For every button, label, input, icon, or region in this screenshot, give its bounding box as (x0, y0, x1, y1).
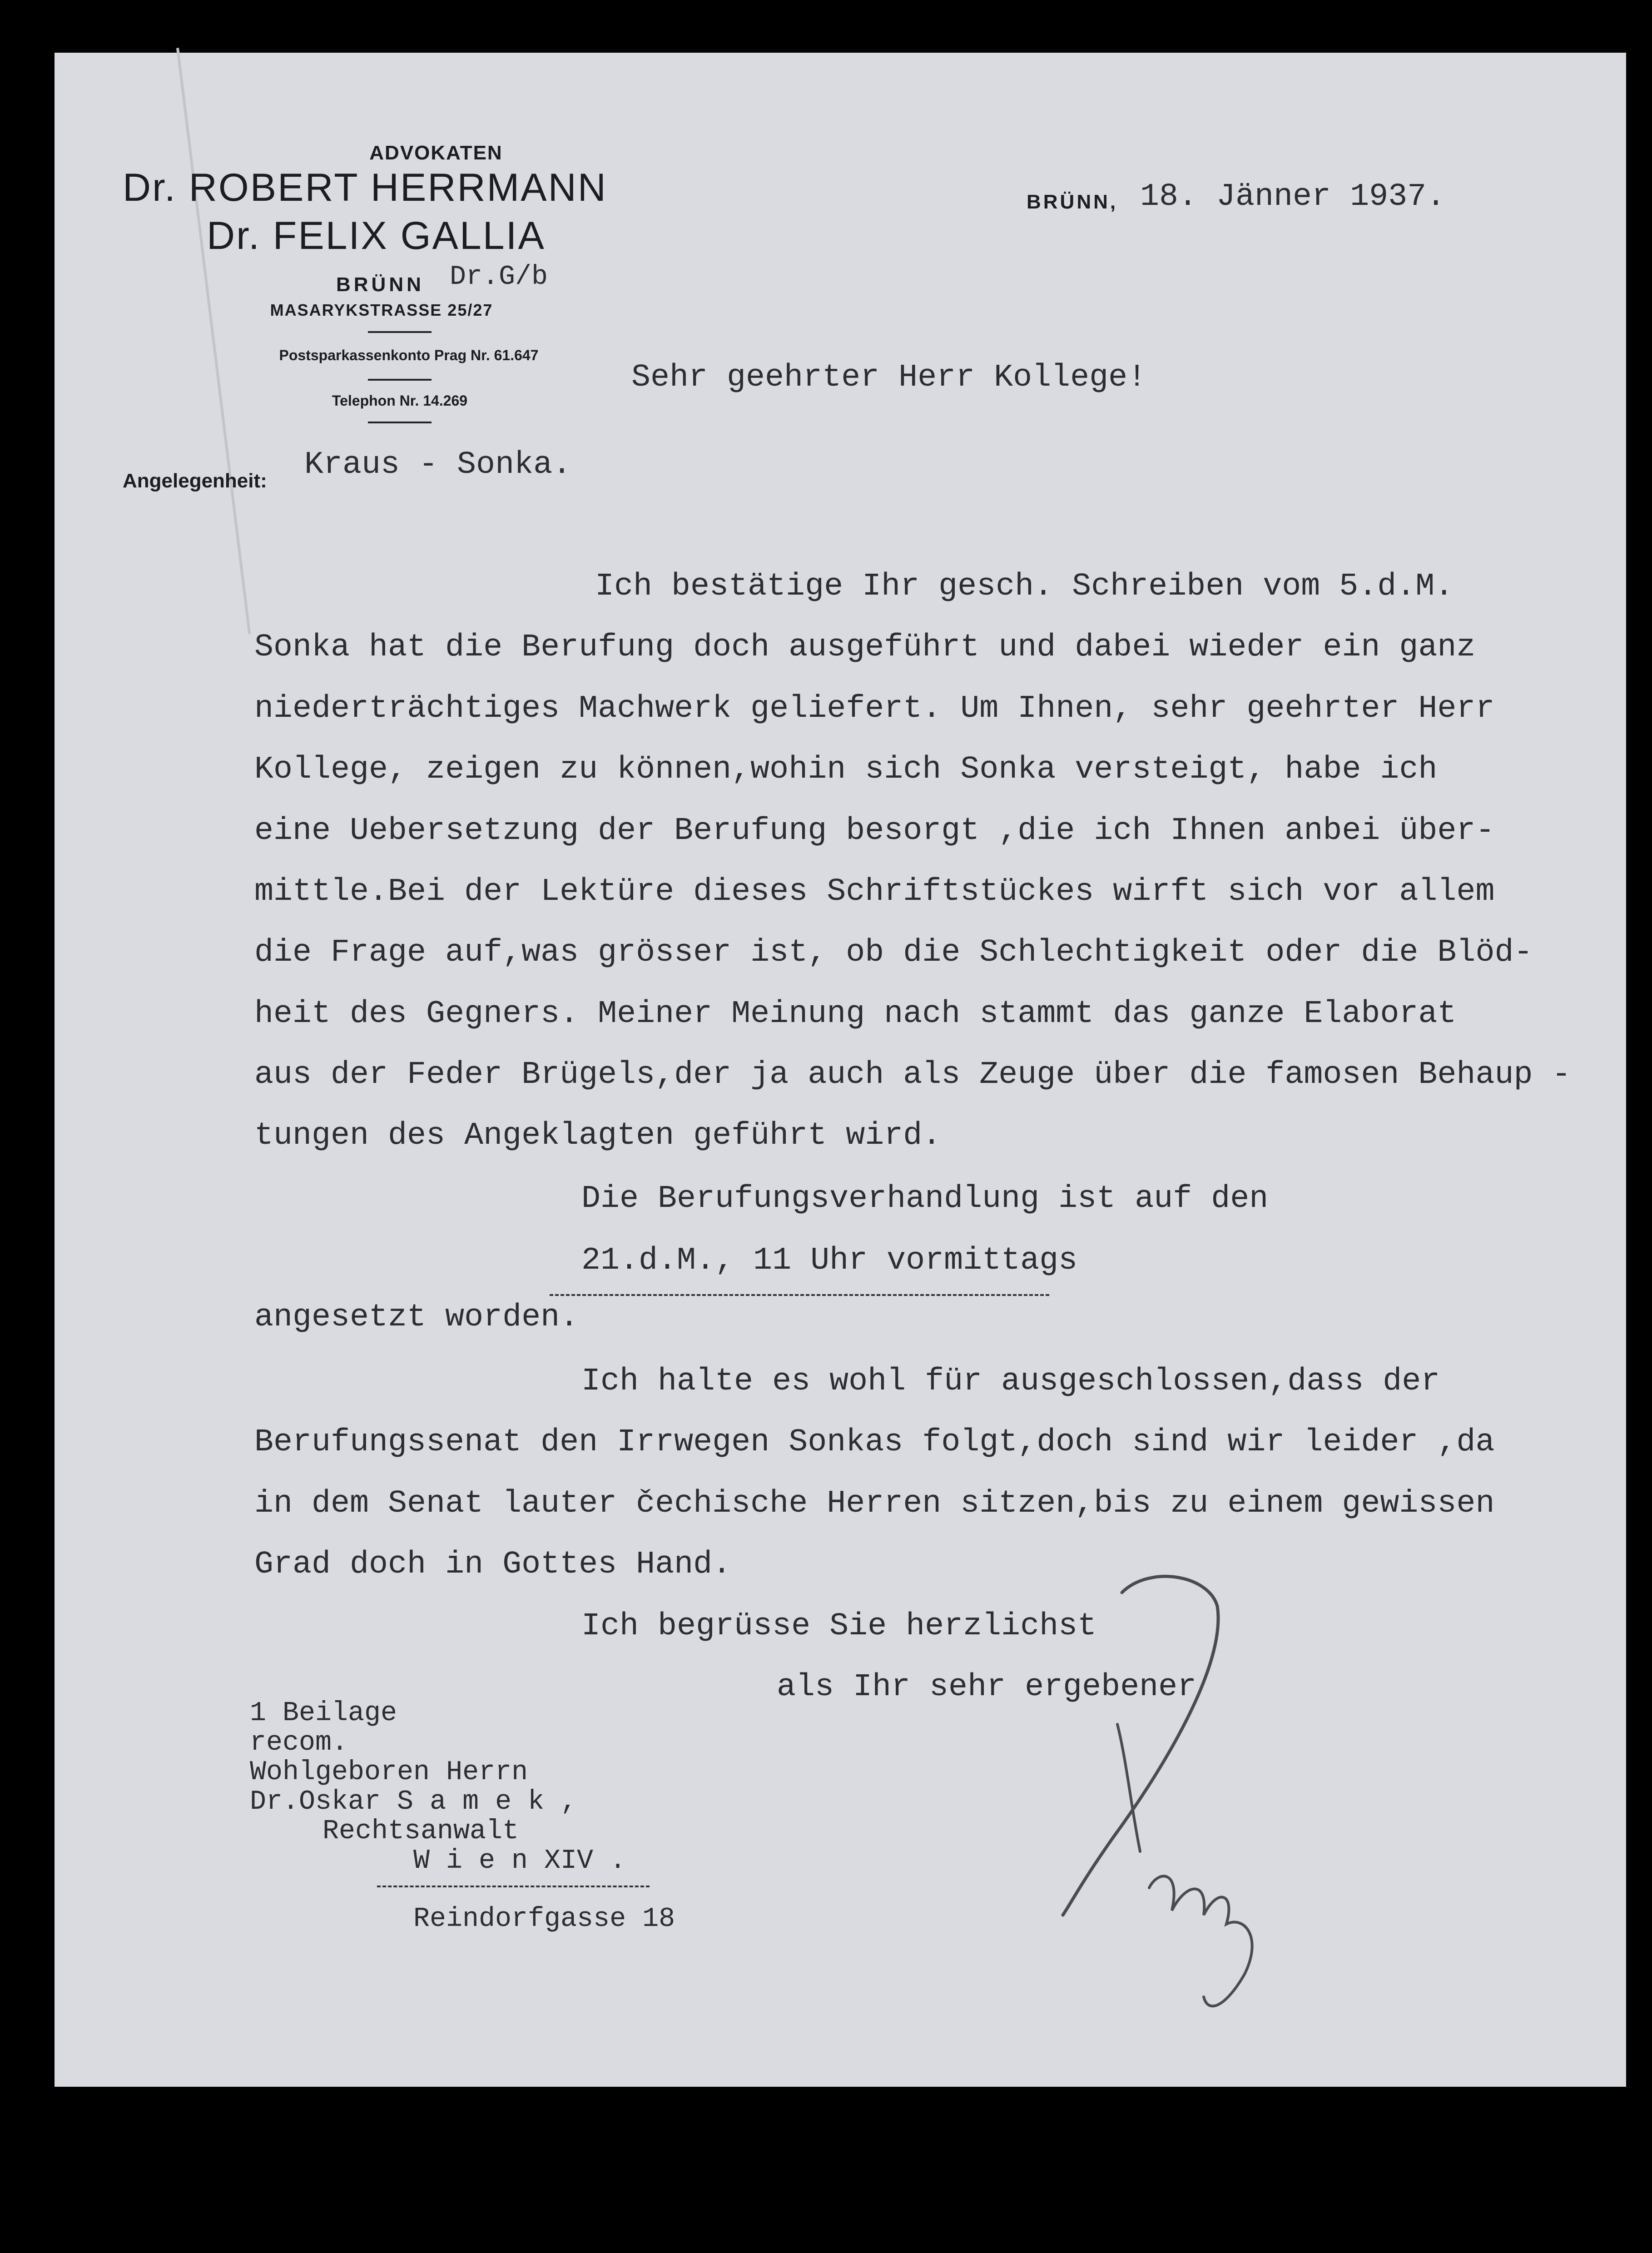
body-line: Die Berufungsverhandlung ist auf den (581, 1181, 1269, 1217)
body-line: niederträchtiges Machwerk geliefert. Um Ihnen, sehr geehrter Herr (254, 691, 1495, 727)
subject: Kraus - Sonka. (304, 447, 572, 483)
closing-greeting: Ich begrüsse Sie herzlichst (581, 1608, 1097, 1644)
letterhead-divider (368, 422, 432, 423)
delivery-note: recom. (250, 1727, 348, 1758)
body-line: tungen des Angeklagten geführt wird. (254, 1118, 942, 1154)
letterhead-city: BRÜNN (336, 273, 424, 296)
paper-fold-crease (176, 48, 251, 634)
letterhead-street: MASARYKSTRASSE 25/27 (270, 301, 493, 319)
body-line: eine Uebersetzung der Berufung besorgt ,die ich Ihnen anbei über- (254, 813, 1495, 849)
reference-mark: Dr.G/b (450, 262, 548, 293)
hearing-date-underline (550, 1294, 1049, 1296)
body-line: in dem Senat lauter čechische Herren sitzen,bis zu einem gewissen (254, 1486, 1495, 1522)
date-place: BRÜNN, (1027, 191, 1118, 213)
salutation: Sehr geehrter Herr Kollege! (631, 360, 1147, 396)
closing-valediction: als Ihr sehr ergebener (777, 1669, 1197, 1705)
body-line: die Frage auf,was grösser ist, ob die Schlechtigkeit oder die Blöd- (254, 935, 1533, 971)
body-line: Ich bestätige Ihr gesch. Schreiben vom 5.d.M. (595, 569, 1454, 605)
body-line: Ich halte es wohl für ausgeschlossen,dass der (581, 1364, 1440, 1399)
letterhead-profession: ADVOKATEN (369, 142, 503, 164)
body-line: Grad doch in Gottes Hand. (254, 1547, 732, 1583)
body-line: angesetzt worden. (254, 1300, 579, 1335)
letter-date: 18. Jänner 1937. (1140, 179, 1446, 215)
subject-label: Angelegenheit: (123, 470, 267, 492)
letterhead-telephone: Telephon Nr. 14.269 (332, 392, 468, 409)
letterhead-name-herrmann: Dr. ROBERT HERRMANN (123, 166, 607, 209)
signature-mark (990, 1515, 1308, 2029)
letterhead-name-gallia: Dr. FELIX GALLIA (207, 214, 546, 258)
body-line: Sonka hat die Berufung doch ausgeführt und dabei wieder ein ganz (254, 630, 1476, 665)
address-line: Reindorfgasse 18 (413, 1904, 675, 1935)
body-line: Kollege, zeigen zu können,wohin sich Sonka versteigt, habe ich (254, 752, 1438, 788)
address-underline (377, 1886, 650, 1887)
address-line: Wohlgeboren Herrn (250, 1757, 528, 1788)
letterhead-divider (368, 331, 432, 333)
letter-page (55, 53, 1626, 2087)
body-line: heit des Gegners. Meiner Meinung nach stammt das ganze Elaborat (254, 996, 1457, 1032)
body-line: Berufungssenat den Irrwegen Sonkas folgt,doch sind wir leider ,da (254, 1424, 1495, 1460)
enclosure-note: 1 Beilage (250, 1698, 397, 1729)
address-line: Rechtsanwalt (322, 1816, 519, 1847)
letterhead-postal-account: Postsparkassenkonto Prag Nr. 61.647 (279, 347, 539, 363)
body-line: aus der Feder Brügels,der ja auch als Zeuge über die famosen Behaup - (254, 1057, 1571, 1093)
address-line: Dr.Oskar S a m e k , (250, 1787, 577, 1817)
letterhead-divider (368, 379, 432, 381)
hearing-date: 21.d.M., 11 Uhr vormittags (581, 1243, 1078, 1279)
body-line: mittle.Bei der Lektüre dieses Schriftstückes wirft sich vor allem (254, 874, 1495, 910)
address-line: W i e n XIV . (413, 1846, 626, 1876)
